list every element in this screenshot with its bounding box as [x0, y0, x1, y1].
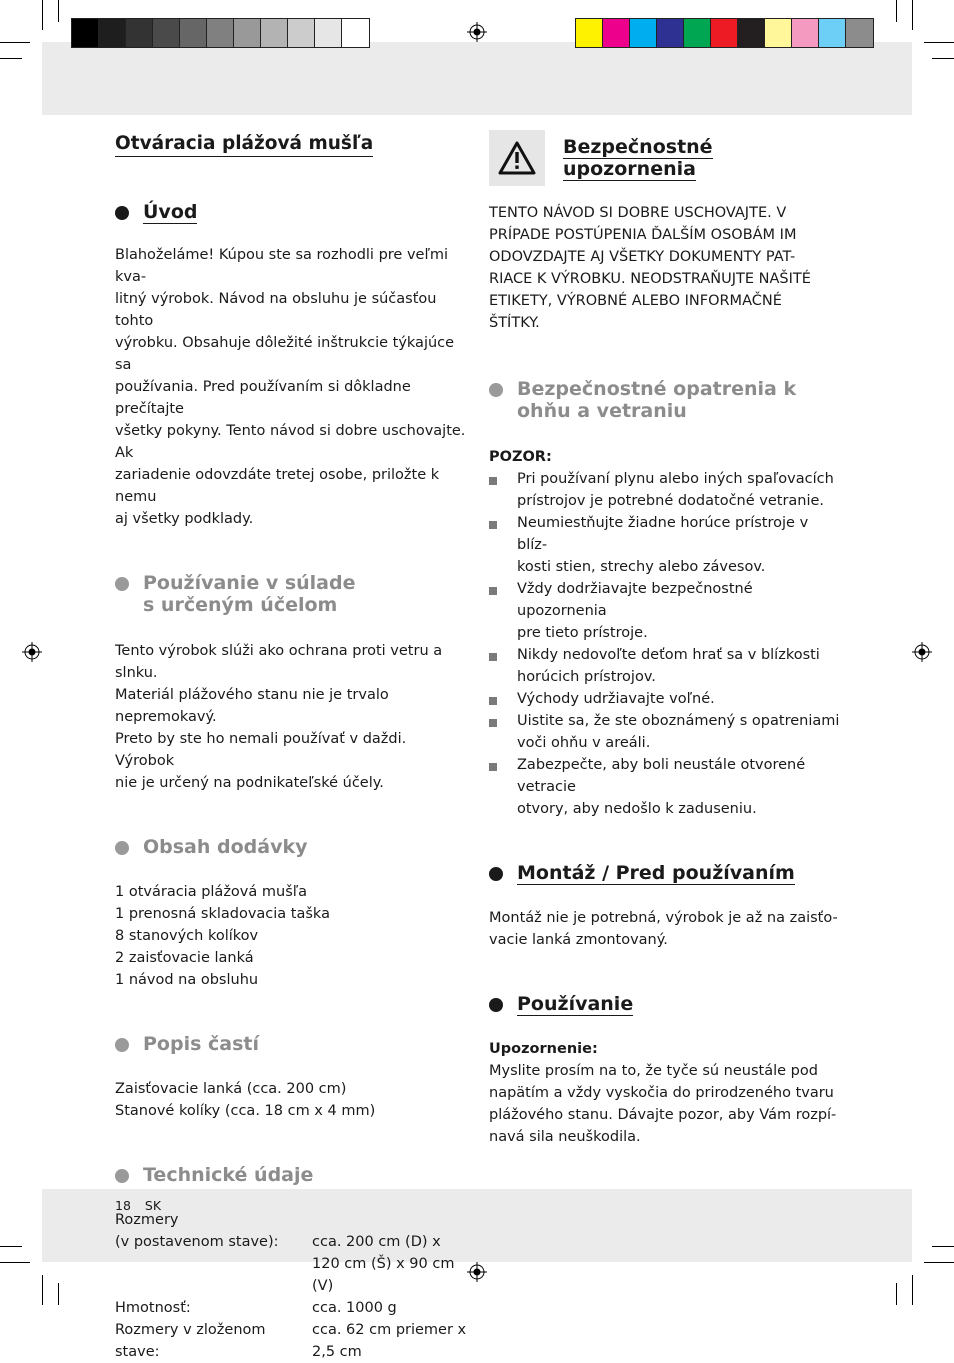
color-swatch	[234, 19, 261, 47]
crop-mark	[932, 58, 954, 59]
popis-text: Zaisťovacie lanká (cca. 200 cm) Stanové kolíky (cca. 18 cm x 4 mm)	[115, 1081, 376, 1119]
list-item: Nikdy nedovoľte deťom hrať sa v blízkosti horúcich prístrojov.	[489, 644, 841, 688]
color-swatch	[342, 19, 369, 47]
upozornenie-label: Upozornenie:	[489, 1041, 598, 1057]
color-swatch	[819, 19, 846, 47]
crop-mark	[0, 1246, 22, 1247]
crop-mark	[924, 42, 954, 43]
section-heading-obsah: Obsah dodávky	[115, 836, 467, 858]
color-swatch	[603, 19, 630, 47]
spec-value: cca. 200 cm (D) x 120 cm (Š) x 90 cm (V)	[312, 1234, 455, 1294]
fire-safety-list	[489, 468, 841, 820]
color-swatch	[126, 19, 153, 47]
crop-mark	[896, 1283, 897, 1305]
spec-label: Rozmery v zloženom stave:	[115, 1322, 266, 1360]
crop-mark	[924, 1262, 954, 1263]
color-swatch	[99, 19, 126, 47]
crop-mark	[42, 0, 43, 30]
color-swatch	[315, 19, 342, 47]
safety-title: Bezpečnostné upozornenia	[563, 136, 713, 180]
safety-header	[489, 130, 841, 186]
crop-mark	[58, 1283, 59, 1305]
color-swatch	[207, 19, 234, 47]
color-swatch	[153, 19, 180, 47]
spec-label: Hmotnosť:	[115, 1300, 191, 1316]
crop-mark	[932, 1246, 954, 1247]
obsah-list: 1 otváracia plážová mušľa 1 prenosná skladovacia taška 8 stanových kolíkov 2 zaisťovacie lanká 1 návod na obsluhu	[115, 884, 330, 988]
color-swatch	[180, 19, 207, 47]
color-swatch	[657, 19, 684, 47]
document-title: Otváracia plážová mušľa	[115, 130, 373, 157]
crop-mark	[896, 0, 897, 22]
pozor-label: POZOR:	[489, 449, 552, 465]
crop-mark	[912, 0, 913, 30]
page-footer	[115, 1198, 175, 1213]
language-code: SK	[144, 1198, 162, 1213]
greyscale-color-bar	[71, 18, 370, 48]
registration-mark-icon	[22, 642, 42, 662]
list-item: Vždy dodržiavajte bezpečnostné upozornenia pre tieto prístroje.	[489, 578, 841, 644]
crop-mark	[58, 0, 59, 22]
section-heading-pouzivanie: Používanie	[489, 993, 841, 1016]
pouzivanie-text: Myslite prosím na to, že tyče sú neustále pod napätím a vždy vyskočia do prirodzeného tvaru plážového stanu. Dávajte pozor, aby Vám rozpí- navá sila neuškodila.	[489, 1063, 837, 1145]
section-heading-ohen: Bezpečnostné opatrenia k ohňu a vetraniu	[489, 378, 841, 422]
crop-mark	[42, 1275, 43, 1305]
color-swatch	[684, 19, 711, 47]
list-item: Zabezpečte, aby boli neustále otvorené vetracie otvory, aby nedošlo k zaduseniu.	[489, 754, 841, 820]
section-heading-montaz: Montáž / Pred používaním	[489, 862, 841, 885]
crop-mark	[0, 1262, 30, 1263]
color-swatch	[72, 19, 99, 47]
right-column	[489, 130, 841, 1148]
registration-mark-icon	[912, 642, 932, 662]
section-heading-technicke: Technické údaje	[115, 1164, 467, 1186]
safety-caps-text: TENTO NÁVOD SI DOBRE USCHOVAJTE. V PRÍPADE POSTÚPENIA ĎALŠÍM OSOBÁM IM ODOVZDAJTE AJ VŠETKY DOKUMENTY PAT- RIACE K VÝROBKU. NEODSTRAŇUJTE NAŠITÉ ETIKETY, VÝROBNÉ ALEBO INFORMAČNÉ ŠTÍTKY.	[489, 205, 811, 331]
top-band	[42, 42, 912, 115]
color-swatch	[792, 19, 819, 47]
warning-icon-box	[489, 130, 545, 186]
color-swatch	[576, 19, 603, 47]
registration-mark-icon	[467, 1262, 487, 1282]
pouzivanie-ucel-text: Tento výrobok slúži ako ochrana proti vetru a slnku. Materiál plážového stanu nie je trvalo nepremokavý. Preto by ste ho nemali používať v daždi. Výrobok nie je určený na podnikateľské účely.	[115, 643, 443, 791]
montaz-text: Montáž nie je potrebná, výrobok je až na zaisťo- vacie lanká zmontovaný.	[489, 910, 838, 948]
section-heading-pouzivanie-ucel: Používanie v súlade s určeným účelom	[115, 572, 467, 616]
crop-mark	[0, 42, 30, 43]
crop-mark	[912, 1275, 913, 1305]
section-heading-uvod: Úvod	[115, 201, 467, 224]
color-swatch	[261, 19, 288, 47]
spec-value: cca. 62 cm priemer x 2,5 cm	[312, 1322, 467, 1360]
crop-mark	[0, 58, 22, 59]
list-item: Neumiestňujte žiadne horúce prístroje v blíz- kosti stien, strechy alebo závesov.	[489, 512, 841, 578]
spec-table	[115, 1231, 467, 1363]
color-swatch	[288, 19, 315, 47]
list-item: Uistite sa, že ste oboznámený s opatreniami voči ohňu v areáli.	[489, 710, 841, 754]
spec-label: (v postavenom stave):	[115, 1234, 279, 1250]
process-color-bar	[575, 18, 874, 48]
color-swatch	[738, 19, 765, 47]
registration-mark-icon	[467, 22, 487, 42]
list-item: Východy udržiavajte voľné.	[489, 688, 841, 710]
color-swatch	[711, 19, 738, 47]
section-heading-popis: Popis častí	[115, 1033, 467, 1055]
uvod-text: Blahoželáme! Kúpou ste sa rozhodli pre veľmi kva- litný výrobok. Návod na obsluhu je súčasťou tohto výrobku. Obsahuje dôležité inštrukcie týkajúce sa používania. Pred používaním si dôkladne prečítajte všetky pokyny. Tento návod si dobre uschovajte. Ak zariadenie odovzdáte tretej osobe, priložte k nemu aj všetky podklady.	[115, 247, 466, 527]
color-swatch	[630, 19, 657, 47]
color-swatch	[846, 19, 873, 47]
left-column	[115, 130, 467, 1363]
list-item: Pri používaní plynu alebo iných spaľovacích prístrojov je potrebné dodatočné vetranie.	[489, 468, 841, 512]
spec-value: cca. 1000 g	[312, 1300, 397, 1316]
color-swatch	[765, 19, 792, 47]
page-number: 18	[115, 1198, 131, 1213]
warning-triangle-icon	[497, 140, 537, 176]
spec-rozmery-label: Rozmery	[115, 1212, 179, 1228]
